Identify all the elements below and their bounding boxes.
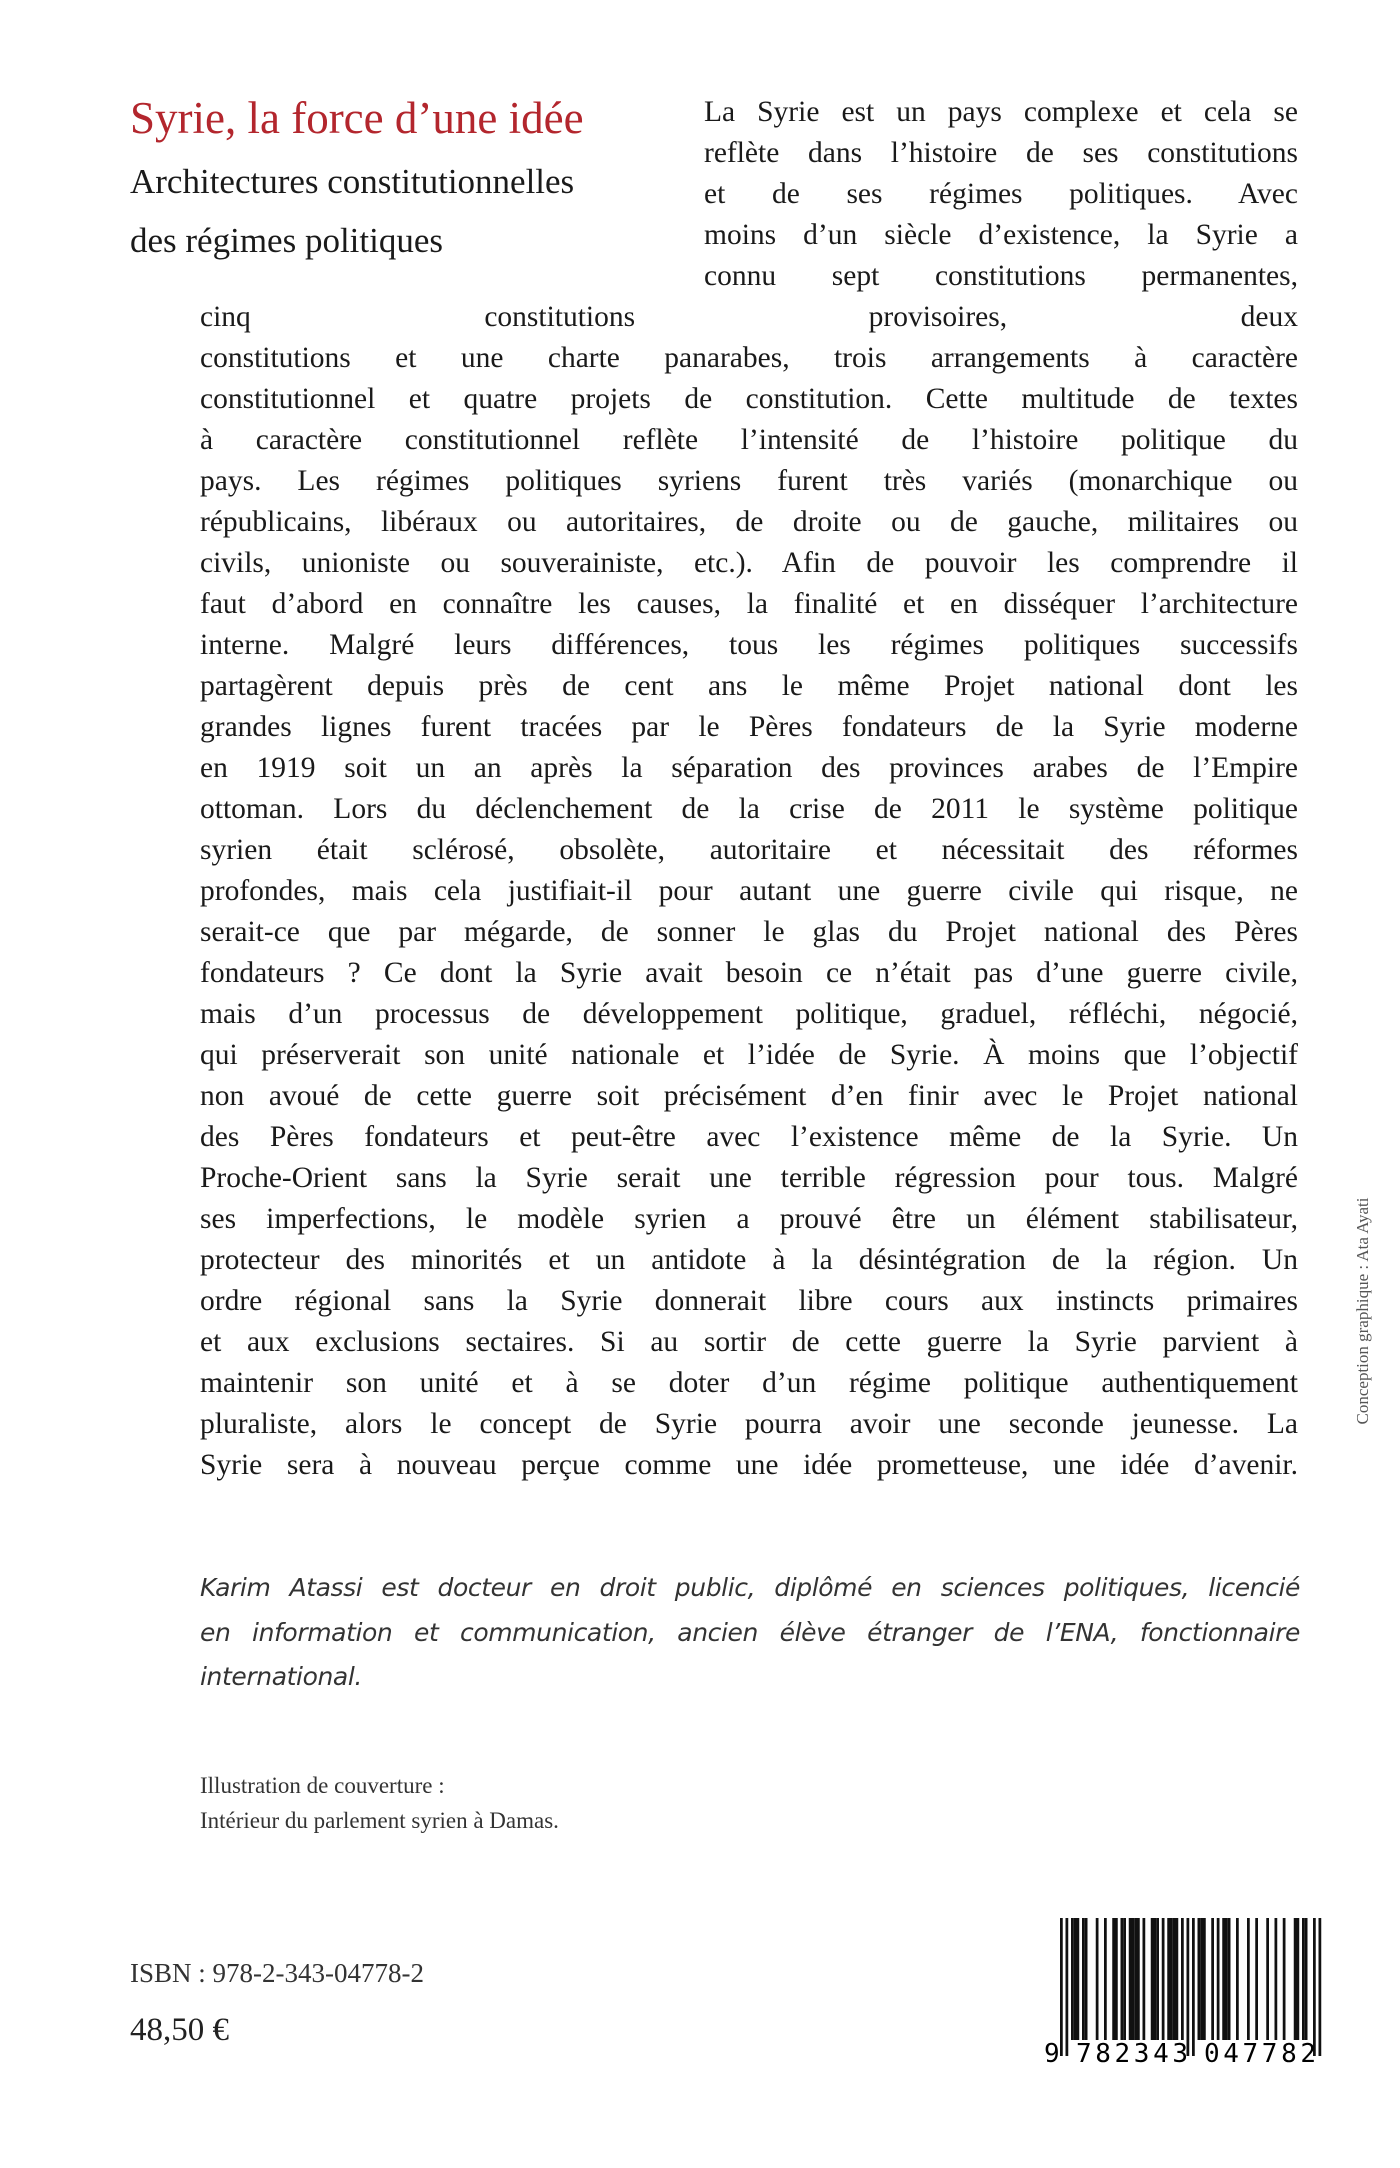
price: 48,50 €	[130, 2012, 229, 2048]
barcode-bar	[1283, 1918, 1286, 2040]
book-title: Syrie, la force d’une idée	[130, 93, 584, 143]
summary-line: civils, unioniste ou souverainiste, etc.). Afin de pouvoir les comprendre il	[200, 547, 1298, 579]
barcode-bar	[1302, 1918, 1305, 2040]
barcode-bar	[1247, 1918, 1250, 2040]
isbn: ISBN : 978-2-343-04778-2	[130, 1958, 424, 1988]
barcode-bar	[1228, 1918, 1231, 2040]
summary-line: et aux exclusions sectaires. Si au sortir de cette guerre la Syrie parvient à	[200, 1326, 1298, 1358]
summary-line: maintenir son unité et à se doter d’un régime politique authentiquement	[200, 1367, 1298, 1399]
illustration-caption: Intérieur du parlement syrien à Damas.	[200, 1808, 559, 1833]
barcode-bar	[1294, 1918, 1297, 2040]
subtitle-line: des régimes politiques	[130, 221, 444, 260]
summary-line: pluraliste, alors le concept de Syrie pourra avoir une seconde jeunesse. La	[200, 1408, 1298, 1440]
summary-line: fondateurs ? Ce dont la Syrie avait besoin ce n’était pas d’une guerre civile,	[200, 957, 1298, 989]
summary-line: connu sept constitutions permanentes,	[704, 260, 1298, 292]
cover-illustration-credit	[200, 1768, 559, 1838]
summary-line: Syrie sera à nouveau perçue comme une idée prometteuse, une idée d’avenir.	[200, 1449, 1298, 1481]
barcode-bars	[1060, 1918, 1321, 2056]
barcode-bar	[1137, 1918, 1140, 2040]
barcode-bar	[1187, 1918, 1190, 2056]
summary-line: interne. Malgré leurs différences, tous les régimes politiques successifs	[200, 629, 1298, 661]
barcode-bar	[1225, 1918, 1228, 2040]
barcode-bar	[1151, 1918, 1154, 2040]
summary-line: protecteur des minorités et un antidote à la désintégration de la région. Un	[200, 1244, 1298, 1276]
barcode-bar	[1297, 1918, 1300, 2040]
summary-line: non avoué de cette guerre soit précisément d’en finir avec le Projet national	[200, 1080, 1298, 1112]
barcode-bar	[1319, 1918, 1322, 2056]
barcode-bar	[1203, 1918, 1206, 2040]
summary-line: ses imperfections, le modèle syrien a prouvé être un élément stabilisateur,	[200, 1203, 1298, 1235]
barcode-bar	[1236, 1918, 1239, 2040]
barcode-bar	[1154, 1918, 1157, 2040]
barcode-bar	[1222, 1918, 1225, 2040]
barcode-bar	[1096, 1918, 1099, 2040]
summary-line: ottoman. Lors du déclenchement de la crise de 2011 le système politique	[200, 793, 1298, 825]
summary-line: reflète dans l’histoire de ses constitutions	[704, 137, 1298, 169]
summary-line: qui préserverait son unité nationale et l’idée de Syrie. À moins que l’objectif	[200, 1039, 1298, 1071]
summary-line: moins d’un siècle d’existence, la Syrie a	[704, 219, 1298, 251]
barcode-bar	[1255, 1918, 1258, 2040]
barcode-bar	[1060, 1918, 1063, 2056]
summary-line: à caractère constitutionnel reflète l’intensité de l’histoire politique du	[200, 424, 1298, 456]
barcode-bar	[1275, 1918, 1278, 2040]
barcode-bar	[1071, 1918, 1074, 2040]
ean13-barcode	[1040, 1912, 1330, 2072]
author-bio-line: en information et communication, ancien élève étranger de l’ENA, fonctionnaire	[200, 1617, 1300, 1647]
summary-line: mais d’un processus de développement politique, graduel, réfléchi, négocié,	[200, 998, 1298, 1030]
summary-line: faut d’abord en connaître les causes, la finalité et en disséquer l’architecture	[200, 588, 1298, 620]
barcode-bar	[1217, 1918, 1220, 2040]
summary-line: La Syrie est un pays complexe et cela se	[704, 96, 1298, 128]
barcode-bar	[1313, 1918, 1316, 2056]
graphic-design-credit: Conception graphique : Ata Ayati	[1353, 1197, 1372, 1425]
barcode-bar	[1121, 1918, 1124, 2040]
summary-line: serait-ce que par mégarde, de sonner le glas du Projet national des Pères	[200, 916, 1298, 948]
summary-line: républicains, libéraux ou autoritaires, de droite ou de gauche, militaires ou	[200, 506, 1298, 538]
barcode-bar	[1085, 1918, 1088, 2040]
barcode-bar	[1170, 1918, 1173, 2040]
book-subtitle	[130, 152, 574, 270]
barcode-bar	[1134, 1918, 1137, 2040]
summary-line: pays. Les régimes politiques syriens furent très variés (monarchique ou	[200, 465, 1298, 497]
barcode-digits-left: 782343	[1076, 2039, 1188, 2069]
barcode-bar	[1115, 1918, 1118, 2040]
barcode-bar	[1129, 1918, 1132, 2040]
summary-line: partagèrent depuis près de cent ans le même Projet national dont les	[200, 670, 1298, 702]
summary-line: grandes lignes furent tracées par le Pères fondateurs de la Syrie moderne	[200, 711, 1298, 743]
barcode-bar	[1198, 1918, 1201, 2040]
author-bio-line: international.	[200, 1662, 362, 1691]
barcode-bar	[1074, 1918, 1077, 2040]
author-bio-line: Karim Atassi est docteur en droit public, diplômé en sciences politiques, licencié	[200, 1573, 1300, 1602]
barcode-bar	[1266, 1918, 1269, 2040]
summary-line: constitutions et une charte panarabes, trois arrangements à caractère	[200, 342, 1298, 374]
summary-line: ordre régional sans la Syrie donnerait libre cours aux instincts primaires	[200, 1285, 1298, 1317]
barcode-bar	[1066, 1918, 1069, 2056]
barcode-bar	[1104, 1918, 1107, 2040]
barcode-bar	[1077, 1918, 1080, 2040]
illustration-label: Illustration de couverture :	[200, 1773, 445, 1798]
barcode-bar	[1192, 1918, 1195, 2056]
summary-line: en 1919 soit un an après la séparation des provinces arabes de l’Empire	[200, 752, 1298, 784]
barcode-bar	[1200, 1918, 1203, 2040]
barcode-bar	[1082, 1918, 1085, 2040]
barcode-bar	[1162, 1918, 1165, 2040]
barcode-bar	[1173, 1918, 1176, 2040]
summary-line: profondes, mais cela justifiait-il pour autant une guerre civile qui risque, ne	[200, 875, 1298, 907]
subtitle-line: Architectures constitutionnelles	[130, 162, 575, 201]
barcode-bar	[1167, 1918, 1170, 2040]
summary-line: cinq constitutions provisoires, deux	[200, 301, 1298, 333]
summary-line: des Pères fondateurs et peut-être avec l’existence même de la Syrie. Un	[200, 1121, 1298, 1153]
barcode-bar	[1176, 1918, 1179, 2040]
summary-line: et de ses régimes politiques. Avec	[704, 178, 1298, 210]
barcode-bar	[1156, 1918, 1159, 2040]
barcode-bar	[1132, 1918, 1135, 2040]
barcode-digits-right: 047782	[1204, 2039, 1316, 2069]
barcode-bar	[1112, 1918, 1115, 2040]
barcode-bar	[1305, 1918, 1308, 2040]
barcode-digit-first: 9	[1044, 2039, 1060, 2069]
summary-line: constitutionnel et quatre projets de constitution. Cette multitude de textes	[200, 383, 1298, 415]
barcode-bar	[1211, 1918, 1214, 2040]
author-bio	[200, 1566, 1300, 1700]
summary-line: syrien était sclérosé, obsolète, autoritaire et nécessitait des réformes	[200, 834, 1298, 866]
summary-line: Proche-Orient sans la Syrie serait une terrible régression pour tous. Malgré	[200, 1162, 1298, 1194]
barcode-bar	[1123, 1918, 1126, 2040]
barcode-bar	[1181, 1918, 1184, 2040]
barcode-bar	[1143, 1918, 1146, 2040]
